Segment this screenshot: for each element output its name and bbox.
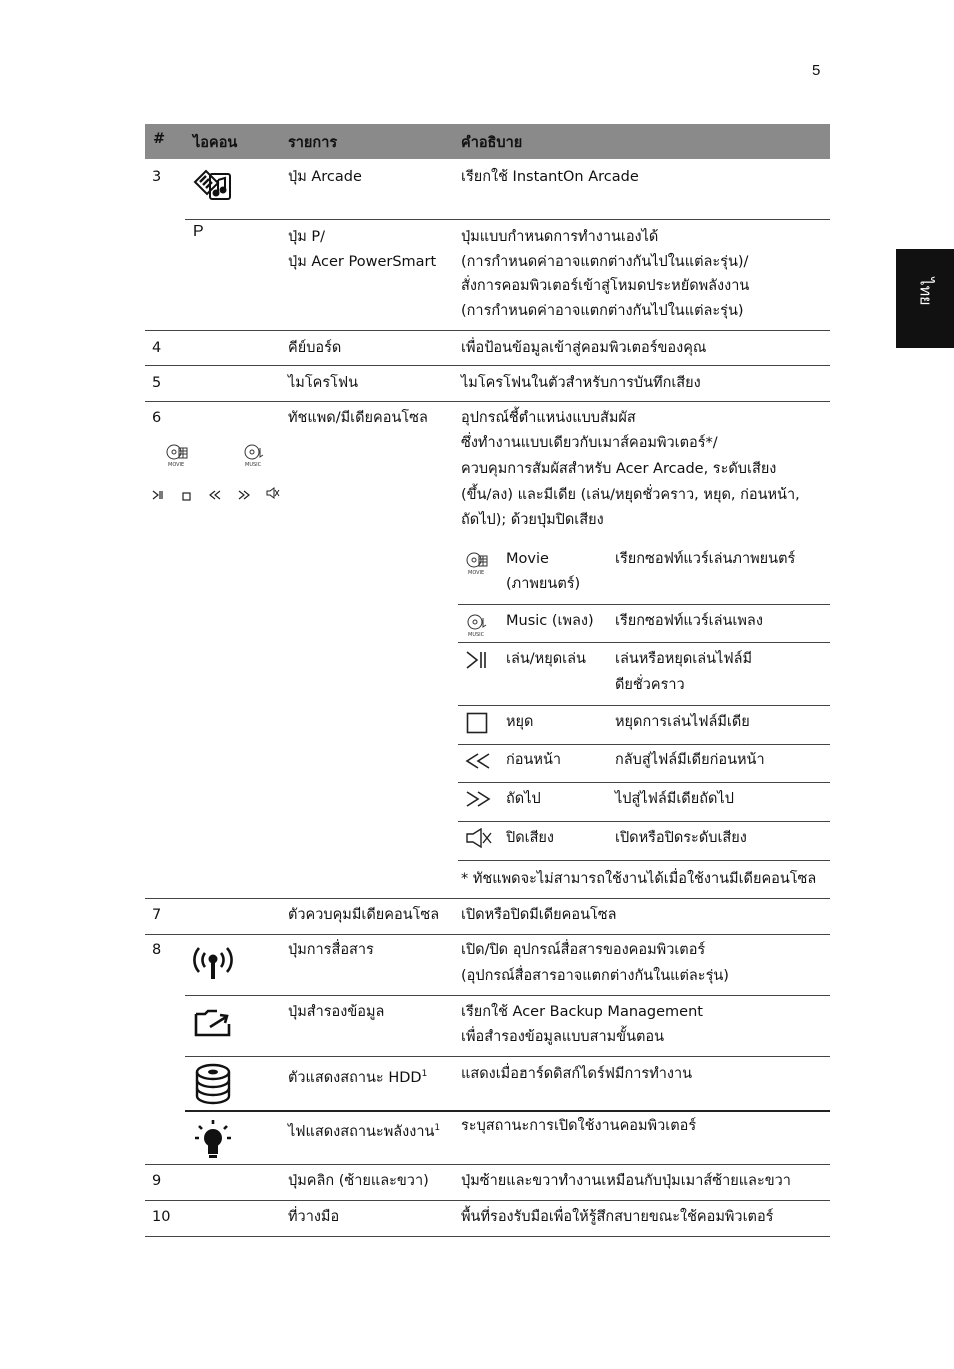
music-icon bbox=[242, 442, 268, 472]
item-label: ที่วางมือ bbox=[288, 1209, 340, 1225]
item-label: ปุ่มคลิก (ซ้ายและขวา) bbox=[288, 1173, 429, 1189]
item-description: เปิดหรือปิดมีเดียคอนโซล bbox=[461, 907, 617, 923]
header-num: # bbox=[153, 131, 166, 147]
item-label bbox=[288, 1116, 440, 1145]
footnote-marker: 1 bbox=[421, 1069, 428, 1079]
item-description: เพื่อป้อนข้อมูลเข้าสู่คอมพิวเตอร์ของคุณ bbox=[461, 340, 707, 356]
item-description: แสดงเมื่อฮาร์ดดิสก์ไดร์ฟมีการทำงาน bbox=[461, 1066, 693, 1082]
item-description: ปุ่มแบบกำหนดการทำงานเองได้ bbox=[461, 229, 659, 245]
row-divider bbox=[145, 1164, 830, 1165]
sub-item-label: Music (เพลง) bbox=[506, 613, 594, 629]
item-label: ไมโครโฟน bbox=[288, 375, 359, 391]
sub-item-label: เล่น/หยุดเล่น bbox=[506, 651, 586, 667]
sub-item-label: ปิดเสียง bbox=[506, 830, 555, 846]
sub-item-description: ดียชั่วคราว bbox=[615, 677, 685, 693]
language-tab-label: ไทย bbox=[916, 277, 936, 306]
header-icon: ไอคอน bbox=[193, 135, 238, 151]
sub-item-label: (ภาพยนตร์) bbox=[506, 576, 581, 592]
item-description: ควบคุมการสัมผัสสำหรับ Acer Arcade, ระดับเสียง bbox=[461, 461, 777, 477]
row-divider bbox=[145, 934, 830, 935]
svg-text:MUSIC: MUSIC bbox=[468, 632, 485, 638]
next-icon bbox=[465, 790, 491, 812]
item-label: ปุ่ม Arcade bbox=[288, 169, 362, 185]
row-divider bbox=[145, 898, 830, 899]
item-description: (การกำหนดค่าอาจแตกต่างกันไปในแต่ละรุ่น) bbox=[461, 303, 744, 319]
row-number: 4 bbox=[152, 340, 162, 356]
sub-row-divider bbox=[458, 604, 830, 605]
item-description: เรียกใช้ Acer Backup Management bbox=[461, 1004, 703, 1020]
row-number: 9 bbox=[152, 1173, 162, 1189]
movie-icon bbox=[465, 550, 491, 580]
sub-item-label: หยุด bbox=[506, 714, 534, 730]
sub-row-divider bbox=[458, 744, 830, 745]
table-header bbox=[145, 124, 830, 159]
item-description: (การกำหนดค่าอาจแตกต่างกันไปในแต่ละรุ่น)/ bbox=[461, 254, 749, 270]
play-pause-icon bbox=[465, 650, 489, 674]
svg-text:MOVIE: MOVIE bbox=[468, 570, 485, 576]
mute-icon bbox=[465, 828, 493, 852]
stop-icon bbox=[466, 712, 488, 738]
item-description: ระบุสถานะการเปิดใช้งานคอมพิวเตอร์ bbox=[461, 1118, 697, 1134]
row-number: 8 bbox=[152, 942, 162, 958]
sub-row-divider bbox=[458, 705, 830, 706]
sub-item-description: หยุดการเล่นไฟล์มีเดีย bbox=[615, 714, 750, 730]
item-description: อุปกรณ์ชี้ตำแหน่งแบบสัมผัส bbox=[461, 410, 636, 426]
next-icon bbox=[238, 488, 250, 504]
sub-item-description: เล่นหรือหยุดเล่นไฟล์มี bbox=[615, 651, 753, 667]
footnote: * ทัชแพดจะไม่สามารถใช้งานได้เมื่อใช้งานมีเดียคอนโซล bbox=[461, 871, 817, 887]
wireless-icon bbox=[192, 945, 234, 985]
movie-icon bbox=[165, 442, 191, 472]
item-description: เปิด/ปิด อุปกรณ์สื่อสารของคอมพิวเตอร์ bbox=[461, 942, 706, 958]
header-item: รายการ bbox=[288, 135, 338, 151]
sub-row-divider bbox=[458, 782, 830, 783]
row-number: 6 bbox=[152, 410, 162, 426]
item-label: ตัวควบคุมมีเดียคอนโซล bbox=[288, 907, 440, 923]
row-number: 7 bbox=[152, 907, 162, 923]
previous-icon bbox=[209, 488, 221, 504]
item-label bbox=[288, 1062, 427, 1091]
row-number: 5 bbox=[152, 375, 162, 391]
sub-row-divider bbox=[458, 860, 830, 861]
backup-icon bbox=[193, 1006, 235, 1042]
item-label: ปุ่ม P/ bbox=[288, 229, 326, 245]
sub-item-label: ก่อนหน้า bbox=[506, 752, 562, 768]
item-description: ปุ่มซ้ายและขวาทำงานเหมือนกับปุ่มเมาส์ซ้ายและขวา bbox=[461, 1173, 791, 1189]
row-divider bbox=[185, 1110, 830, 1112]
item-label: ปุ่มการสื่อสาร bbox=[288, 942, 374, 958]
item-description: ถัดไป); ด้วยปุ่มปิดเสียง bbox=[461, 512, 604, 528]
previous-icon bbox=[465, 752, 491, 774]
item-label-text: ไฟแสดงสถานะพลังงาน bbox=[288, 1123, 435, 1140]
music-icon bbox=[465, 612, 491, 642]
sub-item-description: กลับสู่ไฟล์มีเดียก่อนหน้า bbox=[615, 752, 765, 768]
row-divider bbox=[145, 1200, 830, 1201]
item-description: ซึ่งทำงานแบบเดียวกับเมาส์คอมพิวเตอร์*/ bbox=[461, 435, 718, 451]
item-description: เพื่อสำรองข้อมูลแบบสามขั้นตอน bbox=[461, 1029, 665, 1045]
item-description: (ขึ้น/ลง) และมีเดีย (เล่น/หยุดชั่วคราว, หยุด, ก่อนหน้า, bbox=[461, 487, 800, 503]
sub-item-description: ไปสู่ไฟล์มีเดียถัดไป bbox=[615, 791, 734, 807]
item-description: เรียกใช้ InstantOn Arcade bbox=[461, 169, 639, 185]
sub-item-description: เรียกซอฟท์แวร์เล่นเพลง bbox=[615, 613, 763, 629]
row-divider bbox=[145, 1236, 830, 1237]
svg-text:MUSIC: MUSIC bbox=[245, 462, 262, 468]
language-tab bbox=[896, 249, 954, 348]
sub-item-label: ถัดไป bbox=[506, 791, 541, 807]
sub-row-divider bbox=[458, 642, 830, 643]
header-desc: คำอธิบาย bbox=[461, 135, 523, 151]
sub-item-description: เปิดหรือปิดระดับเสียง bbox=[615, 830, 747, 846]
item-description: สั่งการคอมพิวเตอร์เข้าสู่โหมดประหยัดพลังงาน bbox=[461, 278, 750, 294]
item-label: ทัชแพด/มีเดียคอนโซล bbox=[288, 410, 428, 426]
sub-item-description: เรียกซอฟท์แวร์เล่นภาพยนตร์ bbox=[615, 551, 796, 567]
mute-icon bbox=[266, 487, 280, 503]
row-divider bbox=[185, 995, 830, 996]
footnote-marker: 1 bbox=[434, 1123, 441, 1133]
power-light-icon bbox=[193, 1118, 233, 1164]
row-divider bbox=[145, 401, 830, 402]
arcade-icon bbox=[192, 168, 234, 206]
sub-row-divider bbox=[458, 821, 830, 822]
row-divider bbox=[145, 365, 830, 366]
sub-item-label: Movie bbox=[506, 551, 549, 567]
page-number: 5 bbox=[812, 62, 821, 79]
row-divider bbox=[145, 330, 830, 331]
item-description: (อุปกรณ์สื่อสารอาจแตกต่างกันในแต่ละรุ่น) bbox=[461, 968, 729, 984]
row-number: 10 bbox=[152, 1209, 171, 1225]
item-description: ไมโครโฟนในตัวสำหรับการบันทึกเสียง bbox=[461, 375, 701, 391]
item-label: ปุ่มสำรองข้อมูล bbox=[288, 1004, 385, 1020]
p-key-icon: P bbox=[193, 223, 204, 240]
item-description: พื้นที่รองรับมือเพื่อให้รู้สึกสบายขณะใช้คอมพิวเตอร์ bbox=[461, 1209, 774, 1225]
row-divider bbox=[185, 1056, 830, 1057]
play-pause-icon bbox=[152, 488, 164, 504]
svg-text:MOVIE: MOVIE bbox=[168, 462, 185, 468]
item-label: คีย์บอร์ด bbox=[288, 340, 342, 356]
stop-icon bbox=[182, 489, 191, 505]
row-number: 3 bbox=[152, 169, 162, 185]
item-label-text: ตัวแสดงสถานะ HDD bbox=[288, 1069, 422, 1086]
row-divider bbox=[185, 219, 830, 220]
hdd-icon bbox=[193, 1062, 233, 1110]
item-label: ปุ่ม Acer PowerSmart bbox=[288, 254, 437, 270]
